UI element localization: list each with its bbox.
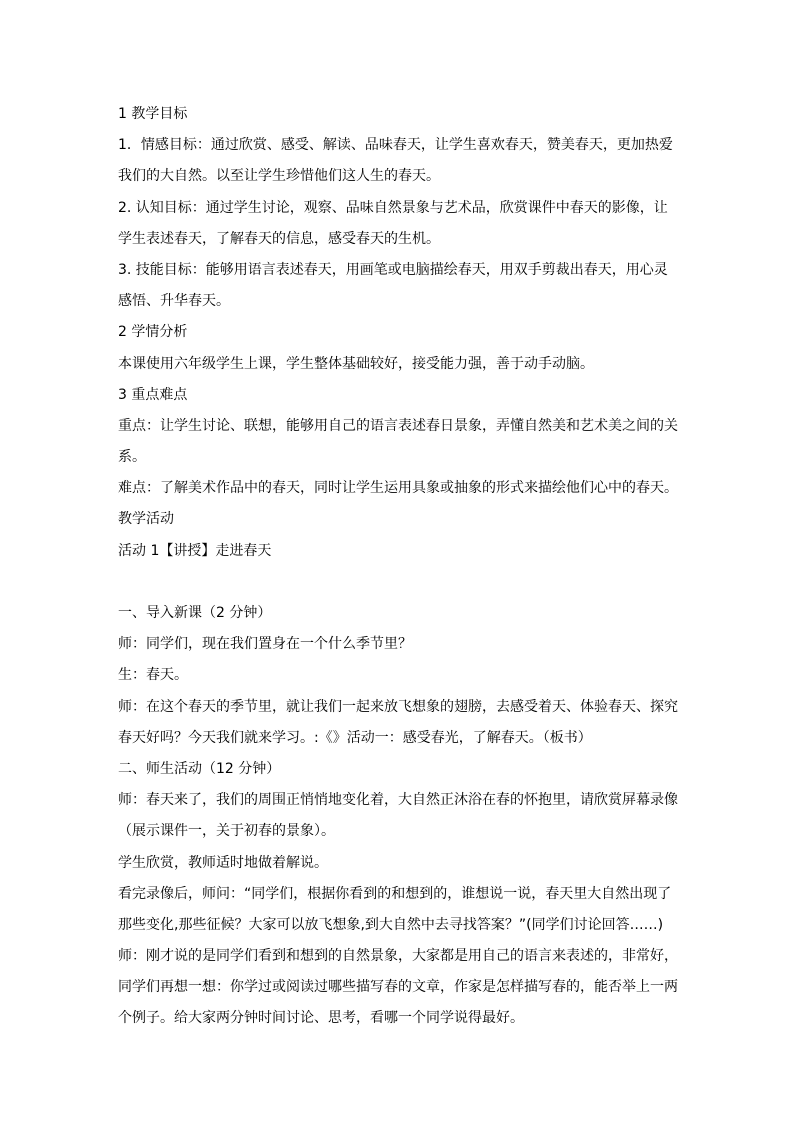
blank-line — [118, 567, 678, 598]
paragraph-line: 我们的大自然。以至让学生珍惜他们这人生的春天。 — [118, 168, 440, 185]
paragraph-line: 难点：了解美术作品中的春天，同时让学生运用具象或抽象的形式来描绘他们心中的春天。 — [118, 480, 678, 497]
dialogue-line: 生：春天。 — [118, 667, 188, 684]
paragraph-line: 感悟、升华春天。 — [118, 293, 230, 310]
paragraph-line: 本课使用六年级学生上课，学生整体基础较好，接受能力强，善于动手动脑。 — [118, 355, 594, 372]
paragraph-line: 看完录像后，师问：“同学们，根据你看到的和想到的，谁想说一说，春天里大自然出现了 — [118, 885, 672, 902]
heading-student-analysis: 2 学情分析 — [118, 324, 188, 341]
heading-key-points: 3 重点难点 — [118, 386, 188, 403]
dialogue-line: 师：同学们，现在我们置身在一个什么季节里？ — [118, 636, 412, 653]
dialogue-line: 春天好吗？今天我们就来学习。:《》活动一：感受春光，了解春天。（板书） — [118, 729, 592, 746]
document-page — [118, 99, 678, 1035]
heading-teaching-activities: 教学活动 — [118, 511, 174, 528]
paragraph-line: 重点：让学生讨论、联想，能够用自己的语言表述春日景象，弄懂自然美和艺术美之间的关 — [118, 417, 678, 434]
dialogue-line: 师：在这个春天的季节里，就让我们一起来放飞想象的翅膀，去感受着天、体验春天、探究 — [118, 698, 678, 715]
dialogue-line: 师：春天来了，我们的周围正悄悄地变化着，大自然正沐浴在春的怀抱里，请欣赏屏幕录像 — [118, 792, 678, 809]
paragraph-line: 学生表述春天，了解春天的信息，感受春天的生机。 — [118, 230, 440, 247]
paragraph-line: 那些变化,那些征候？大家可以放飞想象,到大自然中去寻找答案？”(同学们讨论回答……) — [118, 916, 664, 933]
paragraph-line: 2. 认知目标：通过学生讨论，观察、品味自然景象与艺术品，欣赏课件中春天的影像，让 — [118, 199, 668, 216]
heading-activity-1: 活动 1【讲授】走进春天 — [118, 542, 272, 559]
paragraph-line: 3. 技能目标：能够用语言表述春天，用画笔或电脑描绘春天，用双手剪裁出春天，用心灵 — [118, 261, 668, 278]
dialogue-line: （展示课件一，关于初春的景象）。 — [118, 823, 335, 840]
paragraph-line: 系。 — [118, 449, 146, 466]
paragraph-line: 个例子。给大家两分钟时间讨论、思考，看哪一个同学说得最好。 — [118, 1010, 524, 1027]
paragraph-line: 1．情感目标：通过欣赏、感受、解读、品味春天，让学生喜欢春天，赞美春天，更加热爱 — [118, 137, 673, 154]
section-heading-activities: 二、师生活动（12 分钟） — [118, 760, 281, 777]
heading-teaching-goals: 1 教学目标 — [118, 106, 188, 122]
dialogue-line: 师：刚才说的是同学们看到和想到的自然景象，大家都是用自己的语言来表述的，非常好， — [118, 948, 678, 965]
paragraph-line: 学生欣赏，教师适时地做着解说。 — [118, 854, 328, 871]
paragraph-line: 同学们再想一想：你学过或阅读过哪些描写春的文章，作家是怎样描写春的，能否举上一两 — [118, 979, 678, 996]
section-heading-intro: 一、导入新课（2 分钟） — [118, 605, 272, 621]
